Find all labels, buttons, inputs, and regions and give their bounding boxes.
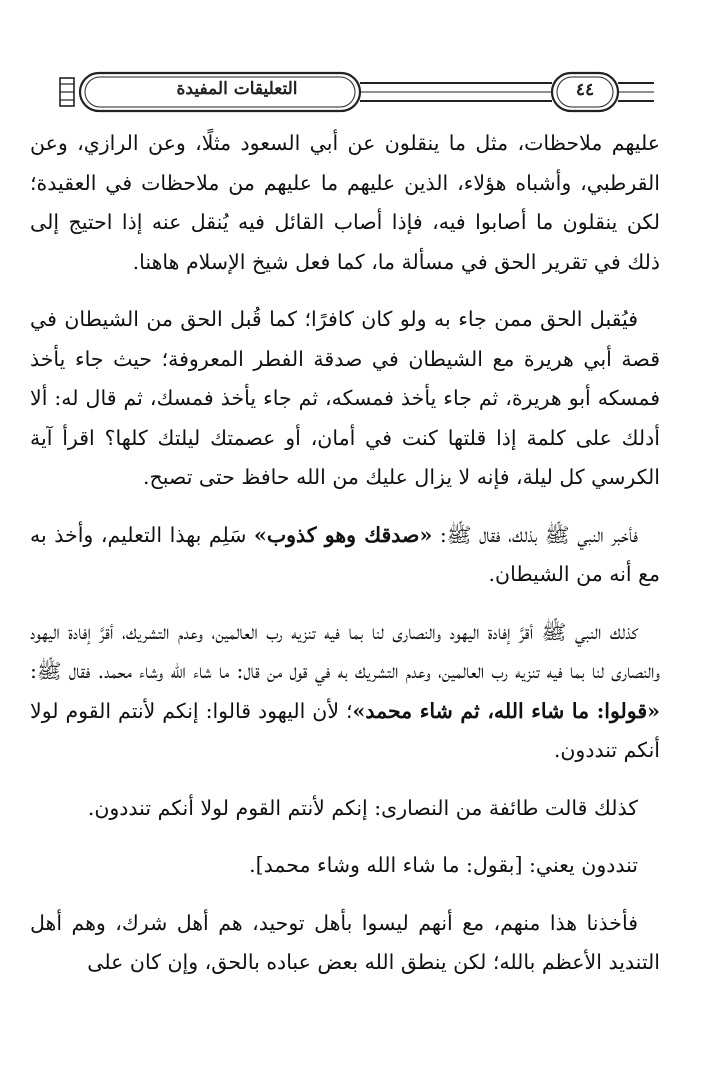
paragraph-text: ؛ لأن اليهود قالوا: إنكم لأنتم القوم لولا أنكم تنددون.: [30, 698, 660, 762]
paragraph-text: فأخبر النبي ﷺ بذلك، فقال ﷺ:: [432, 522, 638, 547]
paragraph: [30, 613, 660, 771]
paragraph: [30, 846, 660, 886]
paragraph: [30, 300, 660, 498]
paragraph: [30, 124, 660, 282]
paragraph: [30, 516, 660, 595]
hadith-quote: «قولوا: ما شاء الله، ثم شاء محمد»: [352, 698, 660, 723]
paragraph: [30, 904, 660, 983]
paragraph-text: كذلك قالت طائفة من النصارى: إنكم لأنتم القوم لولا أنكم تنددون.: [87, 795, 638, 820]
paragraph-text: كذلك النبي ﷺ أقرَّ إفادة اليهود والنصارى لنا بما فيه تنزيه رب العالمين، وعدم التشريك، أقرَّ إفادة اليهود والنصارى لنا بما فيه تنزيه رب العالمين، وعدم التشريك به في قول من قال: ما شاء الله وشاء محمد. فقال ﷺ:: [30, 619, 660, 683]
paragraph-text: تنددون يعني: [بقول: ما شاء الله وشاء محمد].: [249, 853, 638, 877]
paragraph-text: عليهم ملاحظات، مثل ما ينقلون عن أبي السعود مثلًا، وعن الرازي، وعن القرطبي، وأشباه هؤلاء، الذين عليهم ما عليهم من ملاحظات في العقيدة؛ لكن ينقلون ما أصابوا فيه، فإذا أصاب القائل فيه يُنقل عنه إذا احتيج إلى ذلك في تقرير الحق في مسألة ما، كما فعل شيخ الإسلام هاهنا.: [30, 131, 660, 274]
hadith-quote: «صدقك وهو كذوب»: [254, 522, 433, 547]
paragraph-text: فيُقبل الحق ممن جاء به ولو كان كافرًا؛ كما قُبل الحق من الشيطان في قصة أبي هريرة مع الشيطان في صدقة الفطر المعروفة؛ حيث جاء يأخذ فمسكه أبو هريرة، ثم جاء يأخذ فمسكه، ثم جاء يأخذ فمسك، ثم قال له: ألا أدلك على كلمة إذا قلتها كنت في أمان، أو عصمتك ليلتك كلها؟ اقرأ آية الكرسي كل ليلة، فإنه لا يزال عليك من الله حافظ حتى تصبح.: [30, 307, 660, 489]
page-header: [58, 70, 656, 114]
body-text: [30, 124, 660, 1001]
paragraph-text: فأخذنا هذا منهم، مع أنهم ليسوا بأهل توحيد، هم أهل شرك، وهم أهل التنديد الأعظم بالله؛ لكن ينطق الله بعض عباده بالحق، وإن كان على: [30, 910, 660, 974]
paragraph-text: سَلِم بهذا التعليم، وأخذ به مع أنه من الشيطان.: [30, 522, 660, 586]
paragraph: [30, 789, 660, 829]
running-title: التعليقات المفيدة: [176, 79, 298, 99]
page-number: ٤٤: [575, 80, 595, 100]
